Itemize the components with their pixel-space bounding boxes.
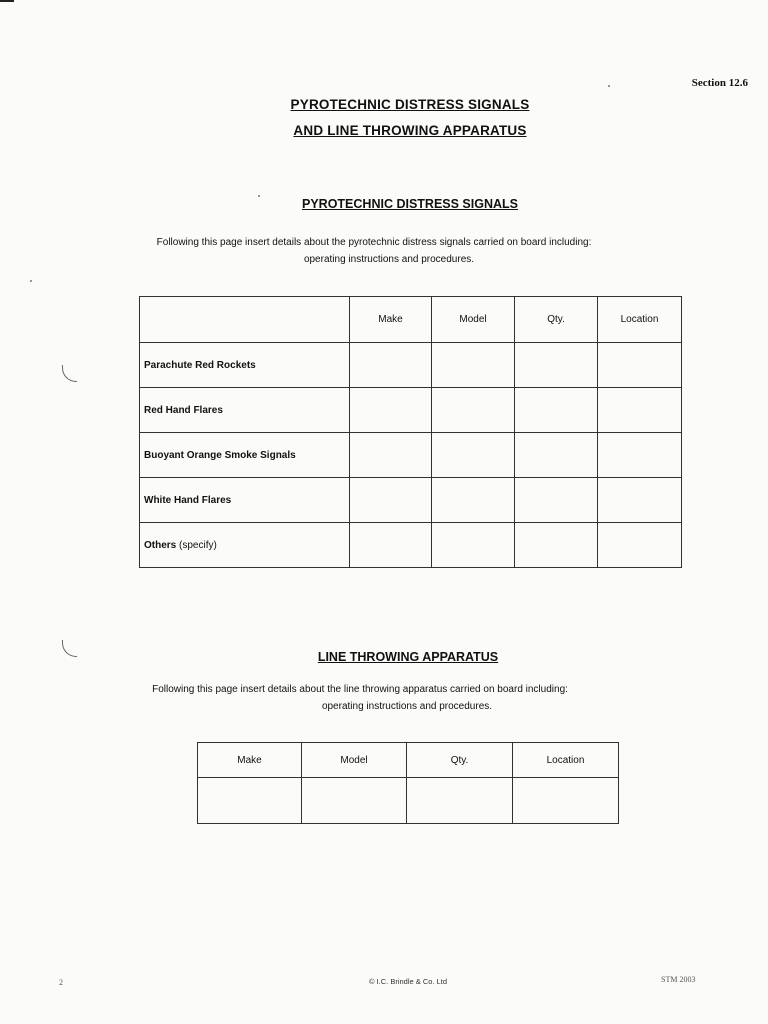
location-cell[interactable]: [598, 433, 682, 478]
column-header-make: Make: [198, 743, 302, 778]
column-header-model: Model: [432, 297, 515, 343]
line-throwing-instruction-line-2: operating instructions and procedures.: [321, 701, 493, 712]
table-row: [140, 343, 682, 388]
column-header-qty: Qty.: [407, 743, 513, 778]
table-row: [140, 433, 682, 478]
column-header-qty: Qty.: [515, 297, 598, 343]
location-cell[interactable]: [513, 778, 619, 824]
make-cell[interactable]: [350, 343, 432, 388]
pyrotechnic-instruction-line-2: operating instructions and procedures.: [303, 254, 475, 265]
row-label: Buoyant Orange Smoke Signals: [140, 433, 350, 478]
model-cell[interactable]: [432, 523, 515, 568]
row-label: Parachute Red Rockets: [140, 343, 350, 388]
column-header-item: [140, 297, 350, 343]
pyrotechnic-instructions: [0, 234, 748, 268]
footer-copyright: © I.C. Brindle & Co. Ltd: [368, 977, 448, 986]
qty-cell[interactable]: [515, 478, 598, 523]
section-number: Section 12.6: [691, 77, 748, 89]
document-title-line-1: PYROTECHNIC DISTRESS SIGNALS: [290, 97, 530, 112]
table-header-row: [198, 743, 619, 778]
table-header-row: [140, 297, 682, 343]
row-label: White Hand Flares: [140, 478, 350, 523]
table-row: [140, 523, 682, 568]
scan-speck: [608, 85, 610, 87]
document-title-line-2: AND LINE THROWING APPARATUS: [293, 123, 527, 138]
line-throwing-instructions: [0, 681, 720, 715]
hole-punch-mark: [62, 365, 77, 382]
line-throwing-table: [197, 742, 619, 824]
make-cell[interactable]: [198, 778, 302, 824]
footer-left-mark: 2: [59, 978, 63, 987]
qty-cell[interactable]: [515, 433, 598, 478]
column-header-location: Location: [598, 297, 682, 343]
location-cell[interactable]: [598, 478, 682, 523]
location-cell[interactable]: [598, 388, 682, 433]
model-cell[interactable]: [302, 778, 407, 824]
row-label: Red Hand Flares: [140, 388, 350, 433]
column-header-model: Model: [302, 743, 407, 778]
row-label-text: Others: [144, 539, 177, 551]
model-cell[interactable]: [432, 388, 515, 433]
table-row: [198, 778, 619, 824]
table-row: [140, 478, 682, 523]
row-label-note: (specify): [176, 539, 217, 551]
pyrotechnic-heading: PYROTECHNIC DISTRESS SIGNALS: [302, 197, 518, 211]
line-throwing-instruction-line-1: Following this page insert details about the line throwing apparatus carried on board including:: [152, 684, 568, 695]
scan-speck: [30, 280, 32, 282]
qty-cell[interactable]: [515, 388, 598, 433]
footer-document-code: STM 2003: [661, 975, 696, 984]
qty-cell[interactable]: [407, 778, 513, 824]
qty-cell[interactable]: [515, 523, 598, 568]
model-cell[interactable]: [432, 343, 515, 388]
make-cell[interactable]: [350, 523, 432, 568]
pyrotechnic-instruction-line-1: Following this page insert details about the pyrotechnic distress signals carried on board including:: [156, 237, 592, 248]
qty-cell[interactable]: [515, 343, 598, 388]
column-header-make: Make: [350, 297, 432, 343]
make-cell[interactable]: [350, 478, 432, 523]
model-cell[interactable]: [432, 478, 515, 523]
make-cell[interactable]: [350, 433, 432, 478]
pyrotechnic-table: [139, 296, 682, 568]
line-throwing-heading: LINE THROWING APPARATUS: [317, 650, 499, 664]
column-header-location: Location: [513, 743, 619, 778]
location-cell[interactable]: [598, 343, 682, 388]
table-row: [140, 388, 682, 433]
model-cell[interactable]: [432, 433, 515, 478]
make-cell[interactable]: [350, 388, 432, 433]
row-label-others: [140, 523, 350, 568]
scan-edge-mark: [0, 0, 14, 2]
location-cell[interactable]: [598, 523, 682, 568]
